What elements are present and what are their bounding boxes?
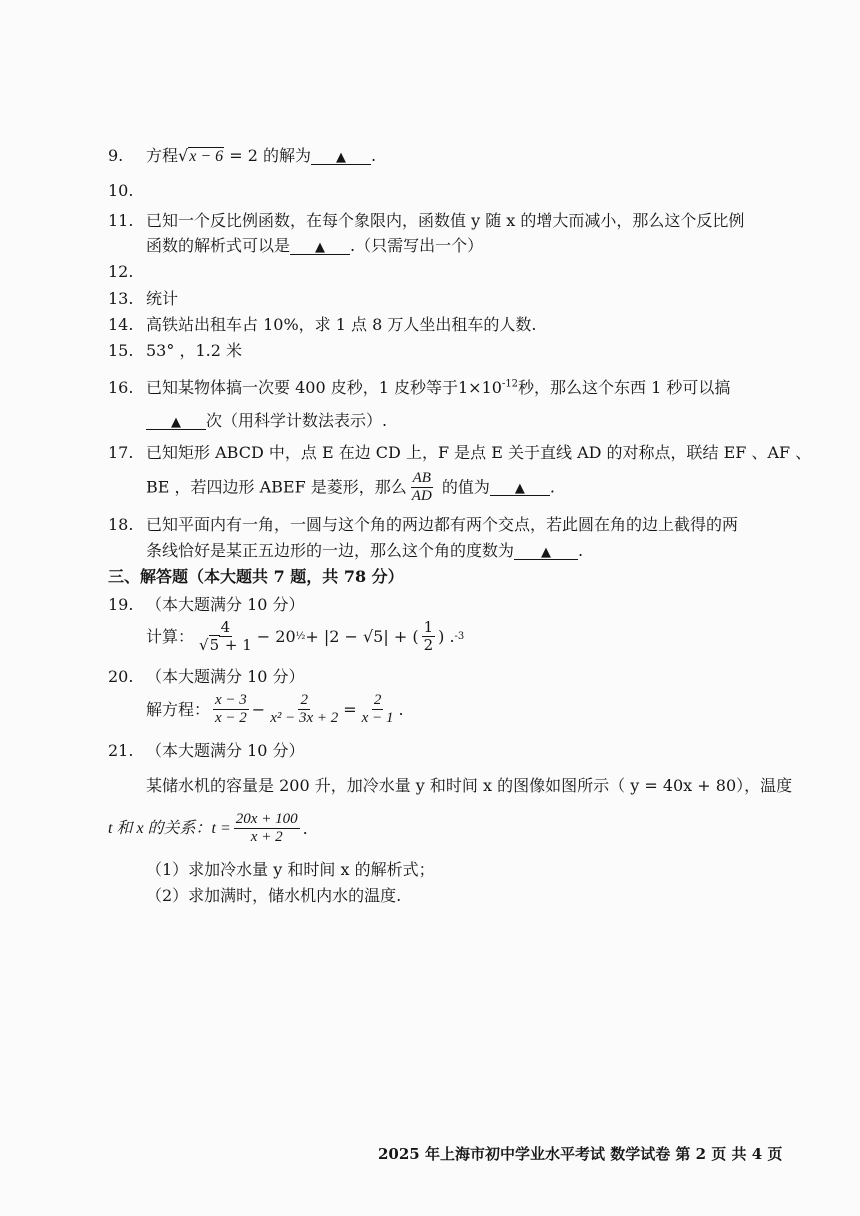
sub-question-1: （1）求加冷水量 y 和时间 x 的解析式； [146, 860, 435, 879]
answer-blank: ▲ [514, 543, 578, 560]
question-number: 14. [108, 315, 134, 334]
question-text: BE ，若四边形 ABEF 是菱形，那么 $\frac{AB}{AD}$ 的值为 ▲ . [146, 470, 555, 505]
question-text: 已知矩形 ABCD 中，点 E 在边 CD 上，F 是点 E 关于直线 AD 的对称点，联结 EF 、AF 、 [146, 443, 812, 462]
question-text: 已知一个反比例函数，在每个象限内，函数值 y 随 x 的增大而减小，那么这个反比例 [146, 211, 745, 230]
question-number: 10. [108, 181, 134, 200]
question-text: 某储水机的容量是 200 升，加冷水量 y 和时间 x 的图像如图所示（ y = 40x + 80），温度 [146, 776, 793, 795]
question-number: 9. [108, 146, 124, 165]
answer-blank: ▲ [290, 238, 350, 255]
page-footer: 2025 年上海市初中学业水平考试 数学试卷 第 2 页 共 4 页 [378, 1145, 783, 1163]
question-number: 11. [108, 211, 134, 230]
score-note: （本大题满分 10 分） [146, 595, 305, 614]
question-text: 53° ，1.2 米 [146, 341, 242, 360]
fraction: $\frac{x - 3}{x - 2}$ [215, 692, 247, 727]
question-number: 20. [108, 667, 134, 686]
score-note: （本大题满分 10 分） [146, 667, 305, 686]
question-number: 16. [108, 378, 134, 397]
question-text: 统计 [146, 289, 179, 308]
question-text: 计算： $\frac{4}{√5 + 1}$ − 20 ½ + |2 − √5| + ( $\frac{1}{2}$ ) . -3 [146, 618, 465, 655]
question-text: 解方程： $\frac{x - 3}{x - 2}$ − $\frac{2}{\text{x² − 3x + 2}}$ = $\frac{2}{x - 1}$ . [146, 692, 404, 727]
question-text: 已知平面内有一角，一圆与这个角的两边都有两个交点，若此圆在角的边上截得的两 [146, 515, 739, 534]
question-text: 条线恰好是某正五边形的一边，那么这个角的度数为 ▲ . [146, 541, 584, 560]
question-text: 函数的解析式可以是 ▲ .（只需写出一个） [146, 236, 484, 255]
answer-blank: ▲ [146, 413, 206, 430]
question-text: t 和 x 的关系：t = $\frac{20x + 100}{x + 2}$ . [108, 811, 308, 846]
fraction: $\frac{2}{\text{x² − 3x + 2}}$ [270, 692, 339, 727]
question-number: 15. [108, 341, 134, 360]
question-number: 13. [108, 289, 134, 308]
question-text: 已知某物体搞一次要 400 皮秒，1 皮秒等于$1\times 10^{-12}$秒，那么这个东西 1 秒可以搞 [146, 378, 731, 397]
fraction: $\frac{20x + 100}{x + 2}$ [235, 811, 298, 846]
question-number: 12. [108, 262, 134, 281]
answer-blank: ▲ [490, 479, 550, 496]
question-number: 21. [108, 741, 134, 760]
score-note: （本大题满分 10 分） [146, 741, 305, 760]
fraction: $\frac{1}{2}$ [423, 618, 434, 655]
fraction: $\frac{AB}{AD}$ [411, 470, 432, 505]
section-heading: 三、解答题（本大题共 7 题，共 78 分） [108, 567, 404, 586]
answer-blank: ▲ [311, 148, 371, 165]
fraction: $\frac{4}{√5 + 1}$ [199, 618, 252, 655]
question-text: 高铁站出租车占 10%，求 1 点 8 万人坐出租车的人数. [146, 315, 537, 334]
question-number: 18. [108, 515, 134, 534]
question-number: 19. [108, 595, 134, 614]
fraction: $\frac{2}{x - 1}$ [361, 692, 394, 727]
question-text: 方程√x − 6 = 2 的解为 ▲ . [146, 146, 377, 165]
question-text: ▲ 次（用科学计数法表示）. [146, 411, 387, 430]
sub-question-2: （2）求加满时，储水机内水的温度. [146, 886, 402, 905]
question-number: 17. [108, 443, 134, 462]
